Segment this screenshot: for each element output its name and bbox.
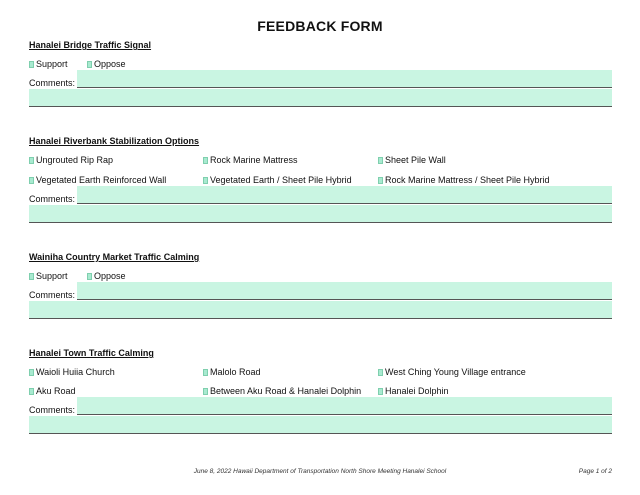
comments-field-line-2[interactable] (29, 416, 612, 434)
comments-field-line-1[interactable] (77, 186, 612, 204)
section-title: Hanalei Bridge Traffic Signal (29, 40, 152, 50)
checkbox[interactable] (29, 61, 34, 68)
checkbox[interactable] (378, 369, 383, 376)
option-hanalei-dolphin[interactable]: Hanalei Dolphin (378, 386, 449, 396)
checkbox[interactable] (29, 157, 34, 164)
option-west-ching-young[interactable]: West Ching Young Village entrance (378, 367, 526, 377)
checkbox[interactable] (378, 157, 383, 164)
comments-field-line-1[interactable] (77, 282, 612, 300)
section-wainiha-traffic (29, 252, 612, 322)
option-rock-marine-sheet-pile[interactable]: Rock Marine Mattress / Sheet Pile Hybrid (378, 175, 550, 185)
page-number: Page 1 of 2 (578, 468, 612, 475)
comments-label: Comments: (29, 78, 76, 88)
option-oppose[interactable]: Oppose (87, 271, 126, 281)
option-ungrouted-rip-rap[interactable]: Ungrouted Rip Rap (29, 155, 113, 165)
checkbox[interactable] (29, 177, 34, 184)
form-title: FEEDBACK FORM (257, 18, 383, 34)
comments-label: Comments: (29, 405, 76, 415)
option-sheet-pile-wall[interactable]: Sheet Pile Wall (378, 155, 446, 165)
footer-text: June 8, 2022 Hawaii Department of Transportation North Shore Meeting Hanalei School (193, 468, 447, 475)
option-aku-road[interactable]: Aku Road (29, 386, 76, 396)
option-rock-marine-mattress[interactable]: Rock Marine Mattress (203, 155, 298, 165)
section-title: Wainiha Country Market Traffic Calming (29, 252, 200, 262)
option-support[interactable]: Support (29, 271, 68, 281)
checkbox[interactable] (203, 177, 208, 184)
checkbox[interactable] (378, 388, 383, 395)
checkbox[interactable] (203, 369, 208, 376)
option-vegetated-earth-sheet-pile[interactable]: Vegetated Earth / Sheet Pile Hybrid (203, 175, 352, 185)
checkbox[interactable] (203, 157, 208, 164)
comments-field-line-2[interactable] (29, 89, 612, 107)
comments-field-line-1[interactable] (77, 397, 612, 415)
option-waioli-huiia-church[interactable]: Waioli Huiia Church (29, 367, 115, 377)
section-bridge-signal (29, 40, 612, 110)
comments-label: Comments: (29, 194, 76, 204)
comments-field-line-2[interactable] (29, 301, 612, 319)
checkbox[interactable] (203, 388, 208, 395)
checkbox[interactable] (87, 61, 92, 68)
checkbox[interactable] (378, 177, 383, 184)
option-vegetated-earth-wall[interactable]: Vegetated Earth Reinforced Wall (29, 175, 166, 185)
section-title: Hanalei Town Traffic Calming (29, 348, 154, 358)
option-malolo-road[interactable]: Malolo Road (203, 367, 261, 377)
section-riverbank-options (29, 136, 612, 226)
comments-field-line-1[interactable] (77, 70, 612, 88)
option-between-aku-dolphin[interactable]: Between Aku Road & Hanalei Dolphin (203, 386, 361, 396)
checkbox[interactable] (29, 388, 34, 395)
section-hanalei-town-traffic (29, 348, 612, 438)
option-oppose[interactable]: Oppose (87, 59, 126, 69)
comments-field-line-2[interactable] (29, 205, 612, 223)
checkbox[interactable] (87, 273, 92, 280)
section-title: Hanalei Riverbank Stabilization Options (29, 136, 200, 146)
option-support[interactable]: Support (29, 59, 68, 69)
checkbox[interactable] (29, 369, 34, 376)
checkbox[interactable] (29, 273, 34, 280)
comments-label: Comments: (29, 290, 76, 300)
